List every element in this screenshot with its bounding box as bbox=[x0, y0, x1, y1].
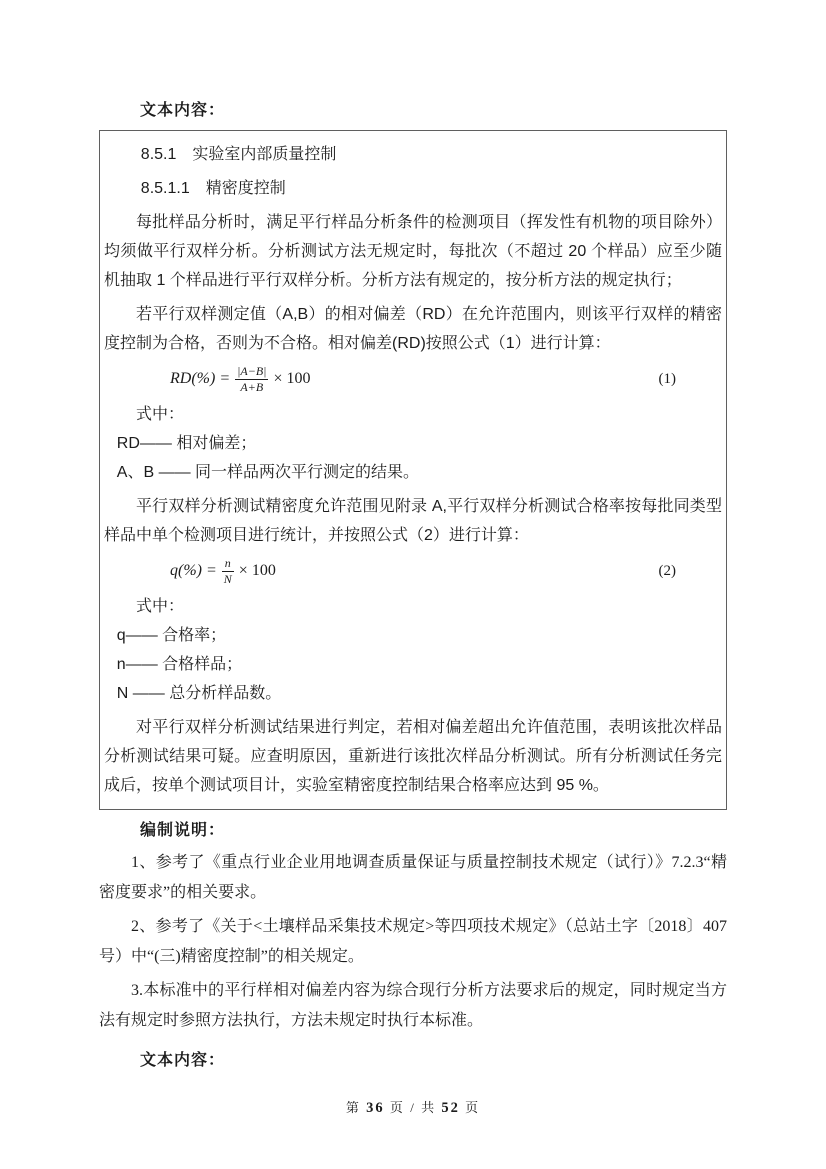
definition-nn: N —— 总分析样品数。 bbox=[116, 685, 282, 702]
document-page bbox=[99, 0, 727, 1117]
standard-text-box bbox=[99, 130, 727, 810]
formula-1 bbox=[104, 362, 722, 396]
definition-q: q—— 合格率； bbox=[116, 627, 227, 644]
page-footer bbox=[99, 1097, 727, 1117]
footer-label-gong: 共 bbox=[421, 1100, 437, 1115]
clause-heading-8-5-1-1: 8.5.1.1 精密度控制 bbox=[140, 180, 286, 197]
formula-intro-label-1: 式中： bbox=[136, 406, 185, 423]
definition-rd: RD—— 相对偏差； bbox=[116, 435, 257, 452]
paragraph-pass-rate: 平行双样分析测试精密度允许范围见附录 A,平行双样分析测试合格率按每批同类型样品中单个检测项目进行统计，并按照公式（2）进行计算： bbox=[104, 498, 722, 544]
formula-2-denominator: N bbox=[223, 571, 232, 586]
page-number-total: 52 bbox=[441, 1100, 460, 1116]
formula-2-multiplier: × 100 bbox=[238, 562, 276, 579]
formula-1-multiplier: × 100 bbox=[273, 370, 311, 387]
formula-1-fraction bbox=[235, 364, 268, 395]
formula-2-lhs: q(%) = bbox=[170, 562, 217, 579]
compilation-notes bbox=[99, 848, 727, 1036]
formula-1-number: (1) bbox=[658, 370, 676, 387]
definition-ab: A、B —— 同一样品两次平行测定的结果。 bbox=[116, 464, 420, 481]
formula-1-lhs: RD(%) = bbox=[170, 370, 231, 387]
section-label-notes: 编制说明： bbox=[140, 822, 226, 839]
note-item-1: 1、参考了《重点行业企业用地调查质量保证与质量控制技术规定（试行）》7.2.3“精密度要求”的相关要求。 bbox=[99, 854, 727, 901]
formula-1-denominator: A+B bbox=[240, 379, 264, 394]
note-item-3: 3.本标准中的平行样相对偏差内容为综合现行分析方法要求后的规定，同时规定当方法有规定时参照方法执行，方法未规定时执行本标准。 bbox=[99, 982, 727, 1029]
paragraph-judgement: 对平行双样分析测试结果进行判定，若相对偏差超出允许值范围，表明该批次样品分析测试结果可疑。应查明原因，重新进行该批次样品分析测试。所有分析测试任务完成后，按单个测试项目计，实验室精密度控制结果合格率应达到 95 %。 bbox=[104, 719, 722, 794]
formula-1-numerator: |A−B| bbox=[237, 363, 267, 378]
footer-label-ye-1: 页 bbox=[389, 1100, 405, 1115]
footer-separator: / bbox=[410, 1100, 416, 1115]
definition-n: n—— 合格样品； bbox=[116, 656, 243, 673]
footer-label-ye-2: 页 bbox=[465, 1100, 481, 1115]
formula-intro-label-2: 式中： bbox=[136, 598, 185, 615]
section-label-text-content-top: 文本内容： bbox=[140, 102, 226, 119]
formula-2 bbox=[104, 554, 722, 588]
formula-2-number: (2) bbox=[658, 562, 676, 579]
paragraph-batch-analysis: 每批样品分析时，满足平行样品分析条件的检测项目（挥发性有机物的项目除外）均须做平行双样分析。分析测试方法无规定时，每批次（不超过 20 个样品）应至少随机抽取 1 个样品进行平行双样分析。分析方法有规定的，按分析方法的规定执行； bbox=[104, 214, 722, 289]
paragraph-relative-deviation: 若平行双样测定值（A,B）的相对偏差（RD）在允许范围内，则该平行双样的精密度控制为合格，否则为不合格。相对偏差(RD)按照公式（1）进行计算： bbox=[104, 306, 722, 352]
formula-2-numerator: n bbox=[222, 556, 234, 572]
section-label-text-content-bottom: 文本内容： bbox=[140, 1052, 226, 1069]
page-number-current: 36 bbox=[366, 1100, 385, 1116]
footer-label-di: 第 bbox=[345, 1100, 361, 1115]
clause-heading-8-5-1: 8.5.1 实验室内部质量控制 bbox=[140, 146, 337, 163]
formula-2-fraction bbox=[222, 556, 234, 587]
note-item-2: 2、参考了《关于<土壤样品采集技术规定>等四项技术规定》（总站土字〔2018〕407号）中“(三)精密度控制”的相关规定。 bbox=[99, 918, 727, 965]
